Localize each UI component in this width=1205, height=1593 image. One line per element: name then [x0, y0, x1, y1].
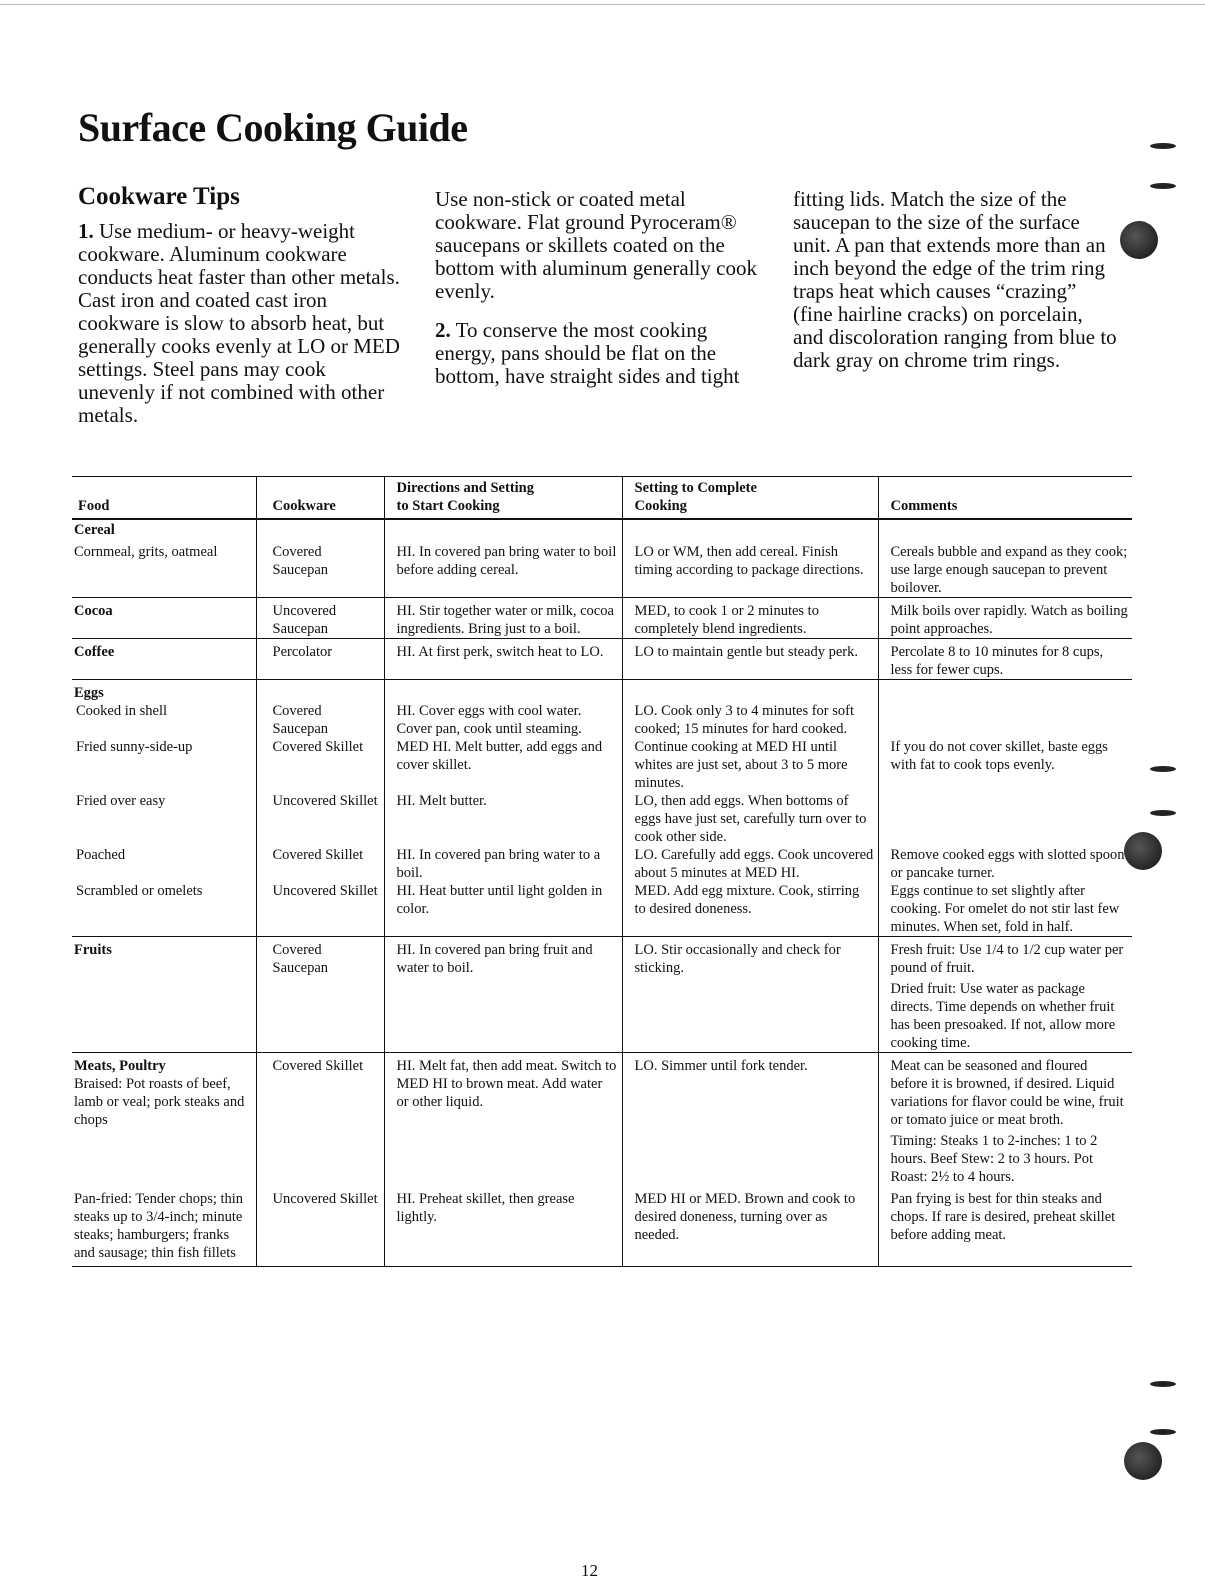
- cell-start: HI. Heat butter until light golden in color.: [384, 882, 622, 937]
- tips-column-2: [435, 188, 765, 404]
- comments-fresh-fruit: Fresh fruit: Use 1/4 to 1/2 cup water per pound of fruit.: [890, 942, 1124, 976]
- table-row: [72, 846, 1132, 882]
- cell-comments: [878, 937, 1132, 1053]
- food-name: Braised: Pot roasts of beef, lamb or veal; pork steaks and chops: [74, 1076, 245, 1128]
- table-row: [72, 702, 1132, 738]
- cell-start: MED HI. Melt butter, add eggs and cover skillet.: [384, 738, 622, 792]
- cell-start: HI. Preheat skillet, then grease lightly.: [384, 1186, 622, 1267]
- cell-cookware: Uncovered Skillet: [256, 882, 384, 937]
- food-name: Cornmeal, grits, oatmeal: [74, 544, 218, 560]
- scan-mark: [1150, 183, 1176, 189]
- group-label-eggs: Eggs: [72, 680, 256, 703]
- table-row: [72, 680, 1132, 703]
- header-complete-line1: Setting to Complete: [634, 480, 757, 496]
- comments-text: Cereals bubble and expand as they cook; use large enough saucepan to prevent boilover.: [890, 544, 1128, 596]
- cell-cookware: Covered Skillet: [256, 846, 384, 882]
- cell-complete: LO. Stir occasionally and check for sticking.: [622, 937, 878, 1053]
- cell-cookware: Uncovered Skillet: [256, 1186, 384, 1267]
- cell-cookware: Uncovered Skillet: [256, 792, 384, 846]
- cookware-text: Covered Saucepan: [272, 544, 329, 578]
- tip-2-continued: fitting lids. Match the size of the saucepan to the size of the surface unit. A pan that extends more than an inch beyond the edge of the trim ring traps heat which causes “crazing” (fine hairline cracks) on porcelain, and discoloration ranging from blue to dark gray on chrome trim rings.: [793, 187, 1117, 372]
- group-label-cereal: Cereal: [74, 522, 115, 538]
- cell-comments: If you do not cover skillet, baste eggs with fat to cook tops evenly.: [878, 738, 1132, 792]
- cell-food: Pan-fried: Tender chops; thin steaks up to 3/4-inch; minute steaks; hamburgers; franks and sausage; thin fish fillets: [74, 1191, 244, 1261]
- tips-column-1: [78, 220, 408, 443]
- group-label-fruits: Fruits: [72, 937, 256, 1053]
- comments-braised: Meat can be seasoned and floured before it is browned, if desired. Liquid variations for flavor could be wine, fruit or tomato juice or meat broth.: [890, 1058, 1124, 1128]
- cell-cookware: [256, 519, 384, 598]
- table-row: [72, 937, 1132, 1053]
- scan-mark: [1150, 766, 1176, 772]
- header-comments: Comments: [878, 477, 1132, 520]
- cell-comments: [878, 702, 1132, 738]
- complete-text: LO or WM, then add cereal. Finish timing according to package directions.: [634, 544, 864, 578]
- cell-comments: Eggs continue to set slightly after cooking. For omelet do not stir last few minutes. When set, fold in half.: [878, 882, 1132, 937]
- group-label-cocoa: Cocoa: [72, 598, 256, 639]
- cell-start: HI. Melt butter.: [384, 792, 622, 846]
- tip-1: [78, 220, 408, 427]
- cell-complete: MED HI or MED. Brown and cook to desired doneness, turning over as needed.: [622, 1186, 878, 1267]
- table-row: [72, 792, 1132, 846]
- top-rule: [0, 4, 1205, 5]
- header-complete: [622, 477, 878, 520]
- tips-heading: Cookware Tips: [78, 183, 240, 210]
- cell-food: Fried over easy: [76, 793, 166, 809]
- tip-2-text: To conserve the most cooking energy, pans should be flat on the bottom, have straight sides and tight: [435, 318, 740, 388]
- cell-complete: LO, then add eggs. When bottoms of eggs have just set, carefully turn over to cook other side.: [622, 792, 878, 846]
- cell-comments: Remove cooked eggs with slotted spoon or pancake turner.: [878, 846, 1132, 882]
- header-complete-line2: Cooking: [634, 498, 687, 514]
- cell-start: HI. In covered pan bring fruit and water to boil.: [384, 937, 622, 1053]
- binder-hole: [1124, 832, 1162, 870]
- cell-comments: [878, 519, 1132, 598]
- cell-comments: [878, 1053, 1132, 1187]
- cell-food: Fried sunny-side-up: [76, 739, 193, 755]
- header-cookware: Cookware: [256, 477, 384, 520]
- page-number: 12: [581, 1561, 598, 1580]
- cell-start: HI. At first perk, switch heat to LO.: [384, 639, 622, 680]
- cell-comments: Pan frying is best for thin steaks and chops. If rare is desired, preheat skillet before adding meat.: [878, 1186, 1132, 1267]
- cell-comments: Percolate 8 to 10 minutes for 8 cups, less for fewer cups.: [878, 639, 1132, 680]
- cell-start: HI. Melt fat, then add meat. Switch to MED HI to brown meat. Add water or other liquid.: [384, 1053, 622, 1187]
- table-row: [72, 519, 1132, 598]
- tip-1-text: Use medium- or heavy-weight cookware. Aluminum cookware conducts heat faster than other metals. Cast iron and coated cast iron cookware is slow to absorb heat, but generally cooks evenly at LO or MED settings. Steel pans may cook unevenly if not combined with other metals.: [78, 219, 400, 427]
- cell-complete: [622, 519, 878, 598]
- cell-complete: MED, to cook 1 or 2 minutes to completely blend ingredients.: [622, 598, 878, 639]
- scan-mark: [1150, 1381, 1176, 1387]
- cell-cookware: Covered Saucepan: [256, 702, 384, 738]
- tip-2: [435, 319, 765, 388]
- cell-start: HI. Stir together water or milk, cocoa ingredients. Bring just to a boil.: [384, 598, 622, 639]
- cell-comments: Milk boils over rapidly. Watch as boiling point approaches.: [878, 598, 1132, 639]
- table-row: [72, 882, 1132, 937]
- table-header-row: [72, 477, 1132, 520]
- cell-food: Scrambled or omelets: [76, 883, 203, 899]
- header-directions-line2: to Start Cooking: [396, 498, 500, 514]
- cell-start: HI. Cover eggs with cool water. Cover pan, cook until steaming.: [384, 702, 622, 738]
- start-text: HI. In covered pan bring water to boil before adding cereal.: [396, 544, 617, 578]
- table-row: [72, 598, 1132, 639]
- tip-2-number: 2.: [435, 318, 451, 342]
- tip-1-continued: Use non-stick or coated metal cookware. Flat ground Pyroceram® saucepans or skillets coated on the bottom with aluminum generally cook evenly.: [435, 187, 757, 303]
- cell-food: [72, 1053, 256, 1187]
- table-row: [72, 639, 1132, 680]
- cell-cookware: Percolator: [256, 639, 384, 680]
- cooking-guide-table: [72, 476, 1132, 1267]
- group-label-meats: Meats, Poultry: [74, 1058, 166, 1074]
- scan-mark: [1150, 143, 1176, 149]
- cell-complete: MED. Add egg mixture. Cook, stirring to desired doneness.: [622, 882, 878, 937]
- binder-hole: [1124, 1442, 1162, 1480]
- cell-cookware: Uncovered Saucepan: [256, 598, 384, 639]
- cookware-tips-section: [78, 183, 1138, 433]
- scan-mark: [1150, 1429, 1176, 1435]
- cell-food: Cooked in shell: [76, 703, 168, 719]
- scan-mark: [1150, 810, 1176, 816]
- binder-hole: [1120, 221, 1158, 259]
- group-label-coffee: Coffee: [72, 639, 256, 680]
- table-row: [72, 738, 1132, 792]
- header-food: Food: [72, 477, 256, 520]
- cell-food: Poached: [76, 847, 126, 863]
- cell-complete: LO. Cook only 3 to 4 minutes for soft cooked; 15 minutes for hard cooked.: [622, 702, 878, 738]
- comments-timing: Timing: Steaks 1 to 2-inches: 1 to 2 hours. Beef Stew: 2 to 3 hours. Pot Roast: 2½ to 4 hours.: [890, 1133, 1098, 1185]
- cell-complete: LO to maintain gentle but steady perk.: [622, 639, 878, 680]
- cell-food: [72, 519, 256, 598]
- cell-start: [384, 519, 622, 598]
- page-title: Surface Cooking Guide: [78, 105, 468, 150]
- table-row: [72, 1186, 1132, 1267]
- comments-dried-fruit: Dried fruit: Use water as package directs. Time depends on whether fruit has been presoaked. If not, allow more cooking time.: [890, 981, 1116, 1051]
- tips-column-3: [793, 188, 1118, 388]
- table-row: [72, 1053, 1132, 1187]
- cell-cookware: Covered Skillet: [256, 738, 384, 792]
- header-directions: [384, 477, 622, 520]
- cell-complete: LO. Carefully add eggs. Cook uncovered about 5 minutes at MED HI.: [622, 846, 878, 882]
- cell-complete: Continue cooking at MED HI until whites are just set, about 3 to 5 more minutes.: [622, 738, 878, 792]
- cell-cookware: Covered Skillet: [256, 1053, 384, 1187]
- cell-comments: [878, 792, 1132, 846]
- tip-1-number: 1.: [78, 219, 94, 243]
- cell-complete: LO. Simmer until fork tender.: [622, 1053, 878, 1187]
- header-directions-line1: Directions and Setting: [396, 480, 534, 496]
- cell-cookware: Covered Saucepan: [256, 937, 384, 1053]
- cell-start: HI. In covered pan bring water to a boil.: [384, 846, 622, 882]
